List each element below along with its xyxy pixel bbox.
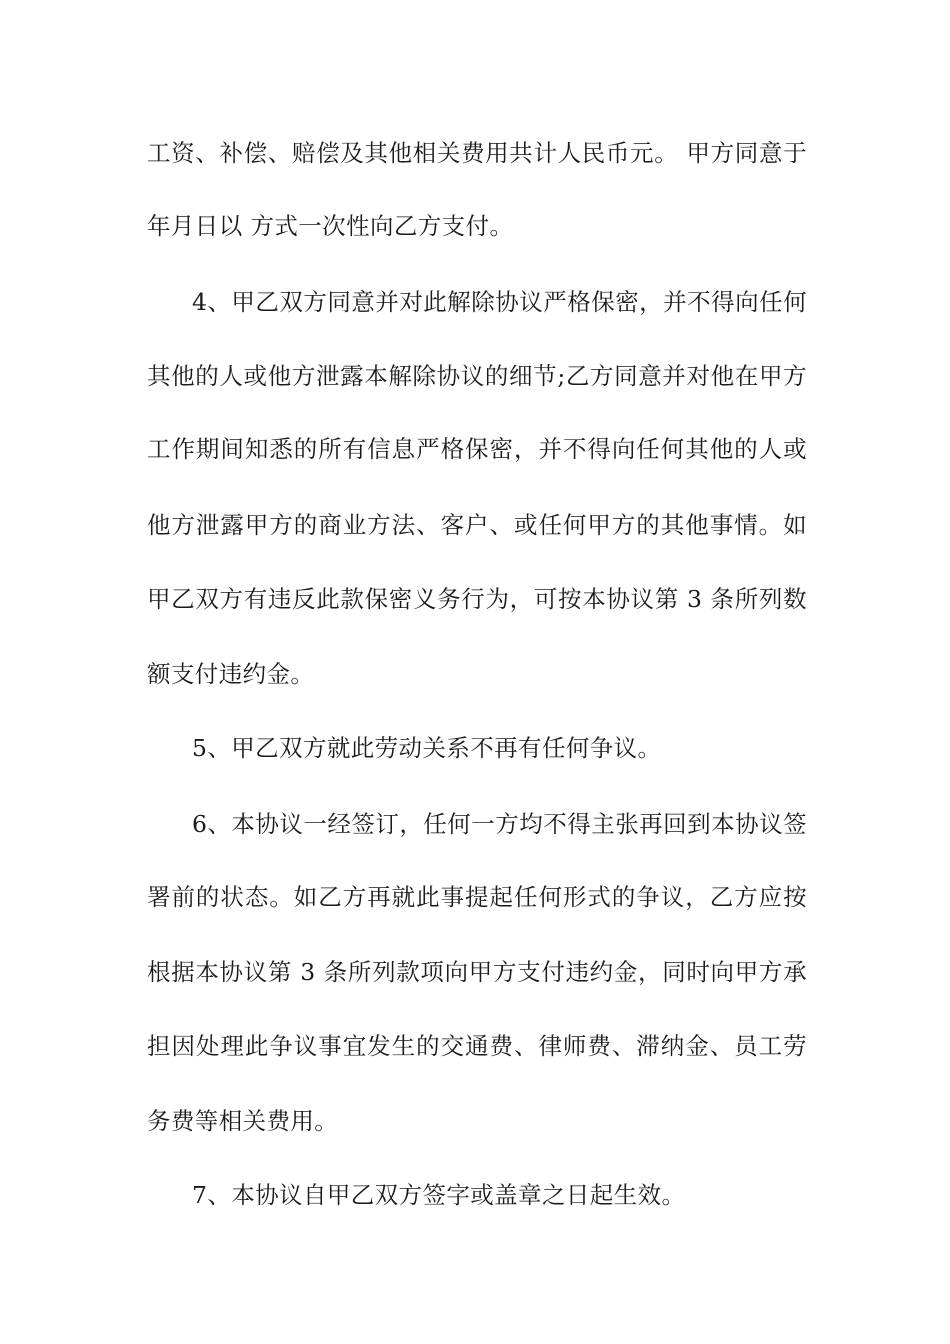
clause-4-line-5: 甲乙双方有违反此款保密义务行为，可按本协议第 3 条所列数 [147,585,807,613]
clause-3-line-3: 年月日以 方式一次性向乙方支付。 [147,212,514,240]
clause-5-line-1: 5、甲乙双方就此劳动关系不再有任何争议。 [192,734,662,762]
clause-4-line-2: 其他的人或他方泄露本解除协议的细节;乙方同意并对他在甲方 [147,362,807,390]
clause-4-line-4: 他方泄露甲方的商业方法、客户、或任何甲方的其他事情。如 [147,511,807,539]
clause-6-line-5: 务费等相关费用。 [147,1107,339,1135]
clause-3-line-2: 工资、补偿、赔偿及其他相关费用共计人民币元。 甲方同意于 [147,139,807,167]
clause-6-line-1: 6、本协议一经签订，任何一方均不得主张再回到本协议签 [192,810,807,838]
clause-4-line-1: 4、甲乙双方同意并对此解除协议严格保密，并不得向任何 [192,288,807,316]
clause-4-line-3: 工作期间知悉的所有信息严格保密，并不得向任何其他的人或 [147,435,807,463]
clause-6-line-3: 根据本协议第 3 条所列款项向甲方支付违约金，同时向甲方承 [147,958,807,986]
clause-7-line-1: 7、本协议自甲乙双方签字或盖章之日起生效。 [192,1181,686,1209]
clause-4-line-6: 额支付违约金。 [147,660,315,688]
clause-6-line-2: 署前的状态。如乙方再就此事提起任何形式的争议，乙方应按 [147,883,807,911]
clause-6-line-4: 担因处理此争议事宜发生的交通费、律师费、滞纳金、员工劳 [147,1032,807,1060]
